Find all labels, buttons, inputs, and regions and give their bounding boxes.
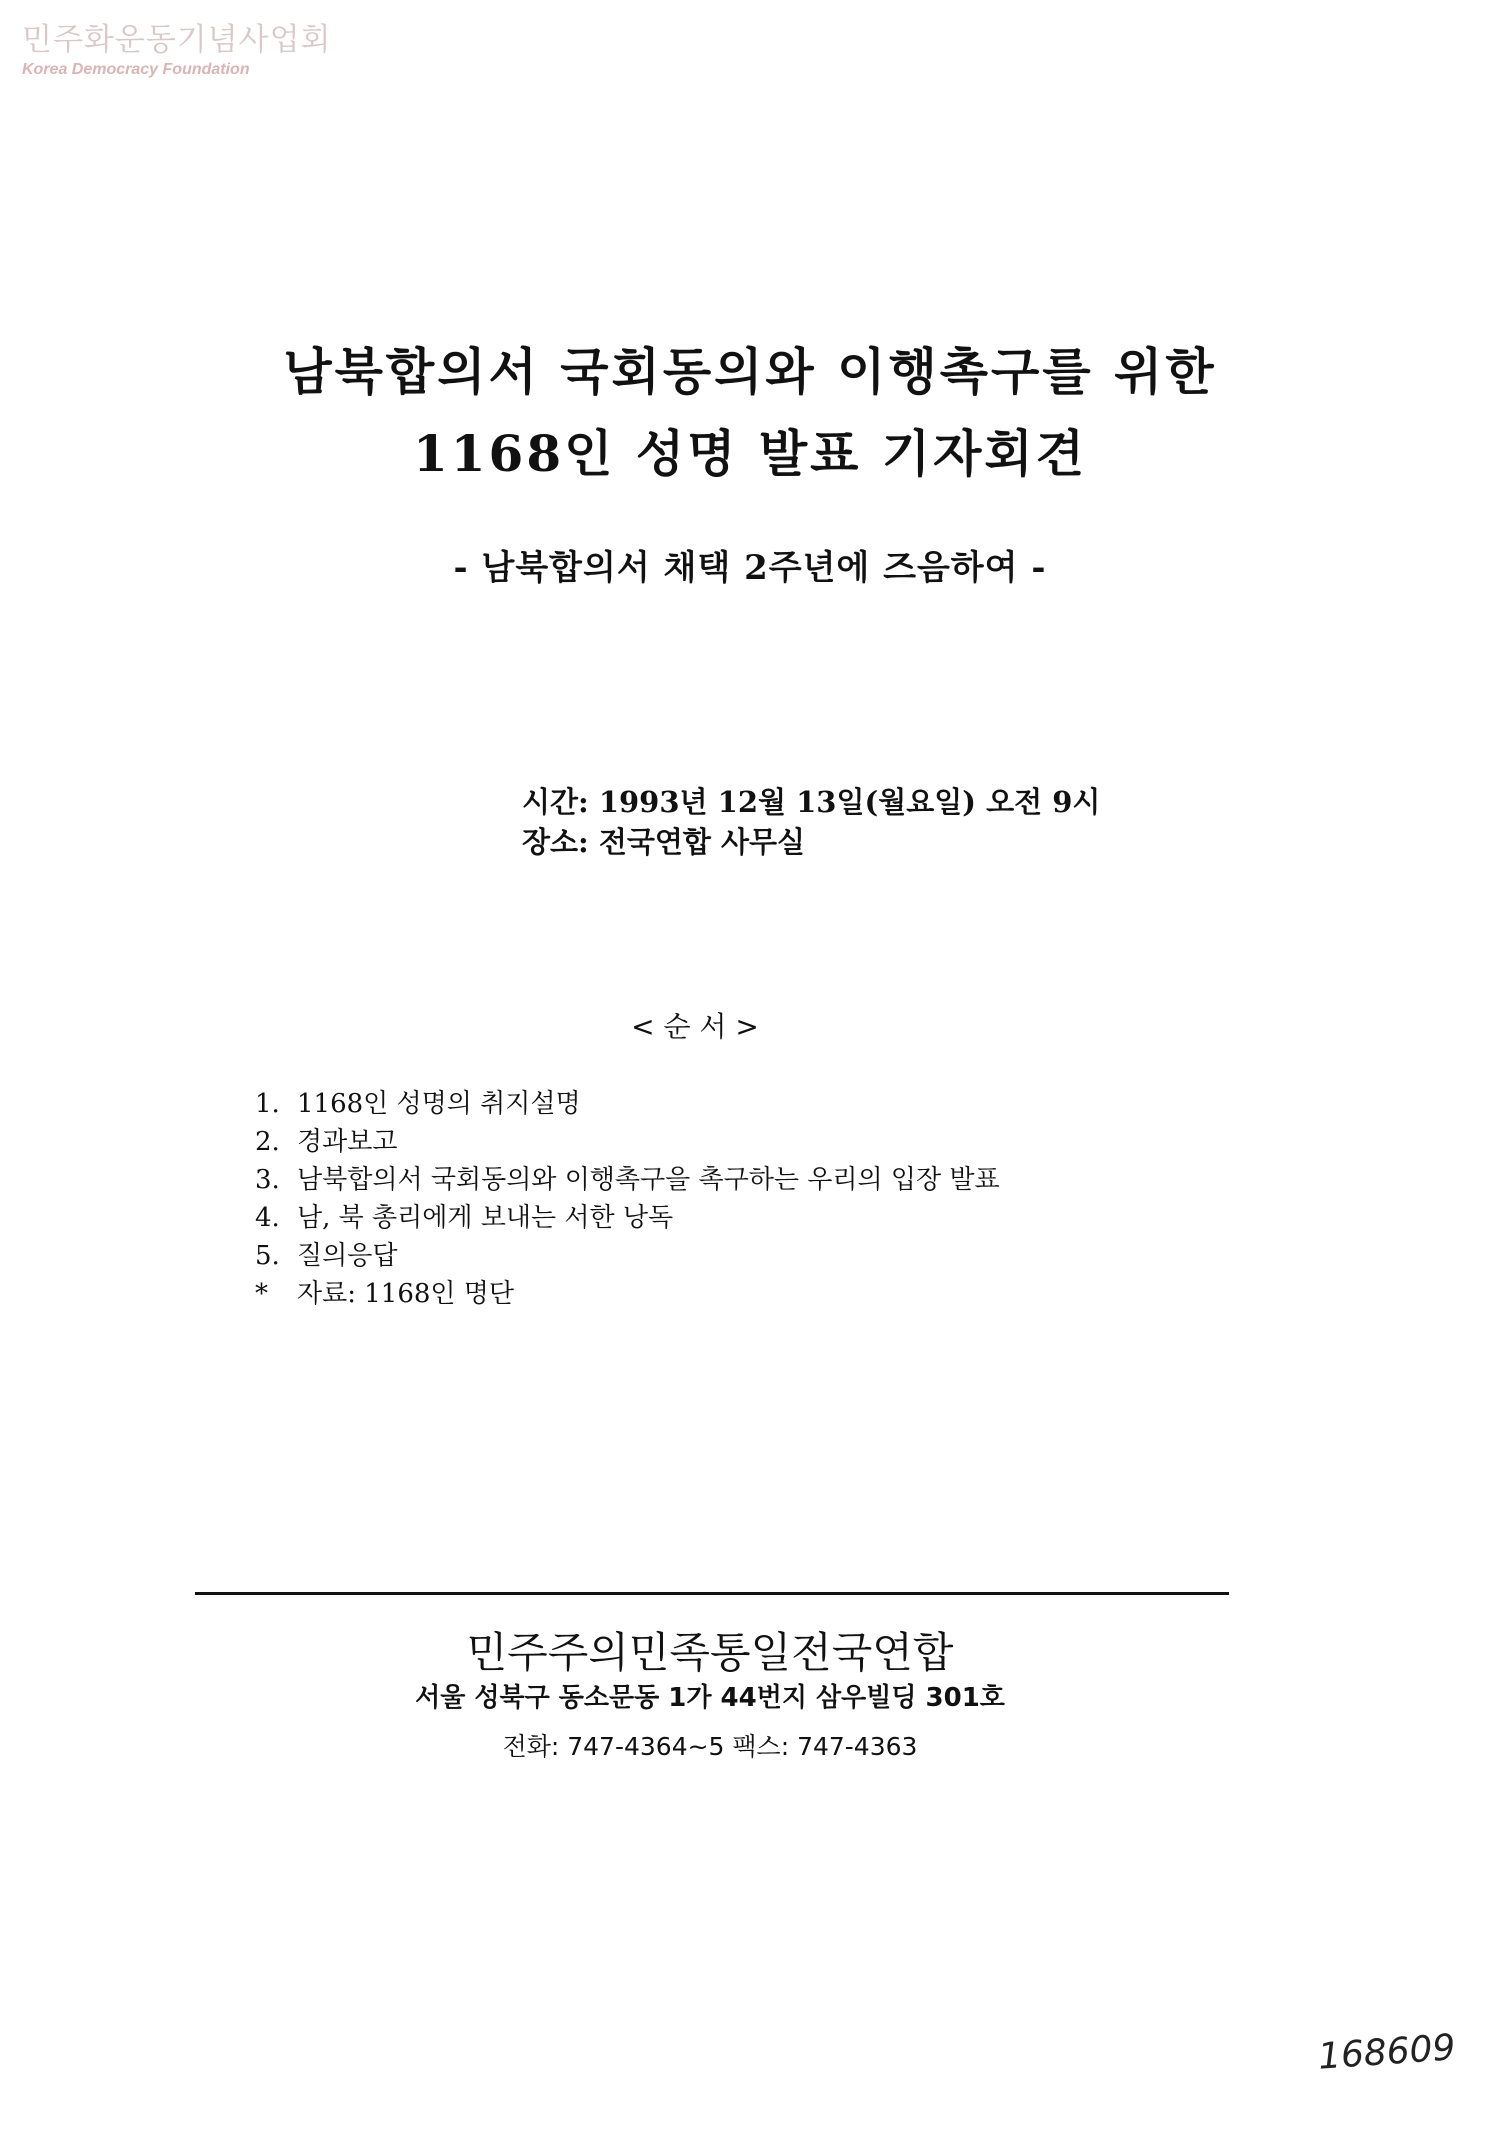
agenda-item-number: 5. [255,1241,280,1271]
event-place: 장소: 전국연합 사무실 [522,825,806,859]
agenda-item [255,1161,1000,1199]
agenda-item [255,1123,1000,1161]
watermark-logo [22,20,332,80]
organization-contact: 전화: 747-4364~5 팩스: 747-4363 [502,1732,918,1761]
agenda-item [255,1199,1000,1237]
document-title-line-2: 1168인 성명 발표 기자회견 [412,424,1088,483]
agenda-item-number: 2. [255,1127,280,1157]
document-title-line-1: 남북합의서 국회동의와 이행촉구를 위한 [283,342,1217,401]
agenda-item-number: 4. [255,1203,280,1233]
agenda-item [255,1237,1000,1275]
agenda-item-text: 경과보고 [297,1127,398,1157]
agenda-item-text: 남, 북 총리에게 보내는 서한 낭독 [297,1203,674,1233]
agenda-list [255,1085,1000,1313]
agenda-item-text: 1168인 성명의 취지설명 [297,1089,581,1119]
event-time: 시간: 1993년 12월 13일(월요일) 오전 9시 [522,785,1101,819]
agenda-item-text: 질의응답 [297,1241,398,1271]
asterisk-icon: * [255,1279,268,1309]
organization-address: 서울 성북구 동소문동 1가 44번지 삼우빌딩 301호 [415,1683,1005,1713]
order-heading: < 순 서 > [631,1010,759,1043]
agenda-item-text: 자료: 1168인 명단 [297,1279,515,1309]
document-subtitle: - 남북합의서 채택 2주년에 즈음하여 - [453,548,1047,588]
agenda-item-attachment [255,1275,1000,1313]
watermark-english: Korea Democracy Foundation [22,61,250,78]
agenda-item-number: 3. [255,1165,280,1195]
agenda-item-text: 남북합의서 국회동의와 이행촉구을 촉구하는 우리의 입장 발표 [297,1165,1000,1195]
handwritten-document-number: 168609 [1316,2027,1457,2078]
agenda-item-number: 1. [255,1089,280,1119]
agenda-item [255,1085,1000,1123]
footer-divider [195,1592,1229,1595]
watermark-korean: 민주화운동기념사업회 [22,22,332,58]
organization-name: 민주주의민족통일전국연합 [466,1628,954,1677]
